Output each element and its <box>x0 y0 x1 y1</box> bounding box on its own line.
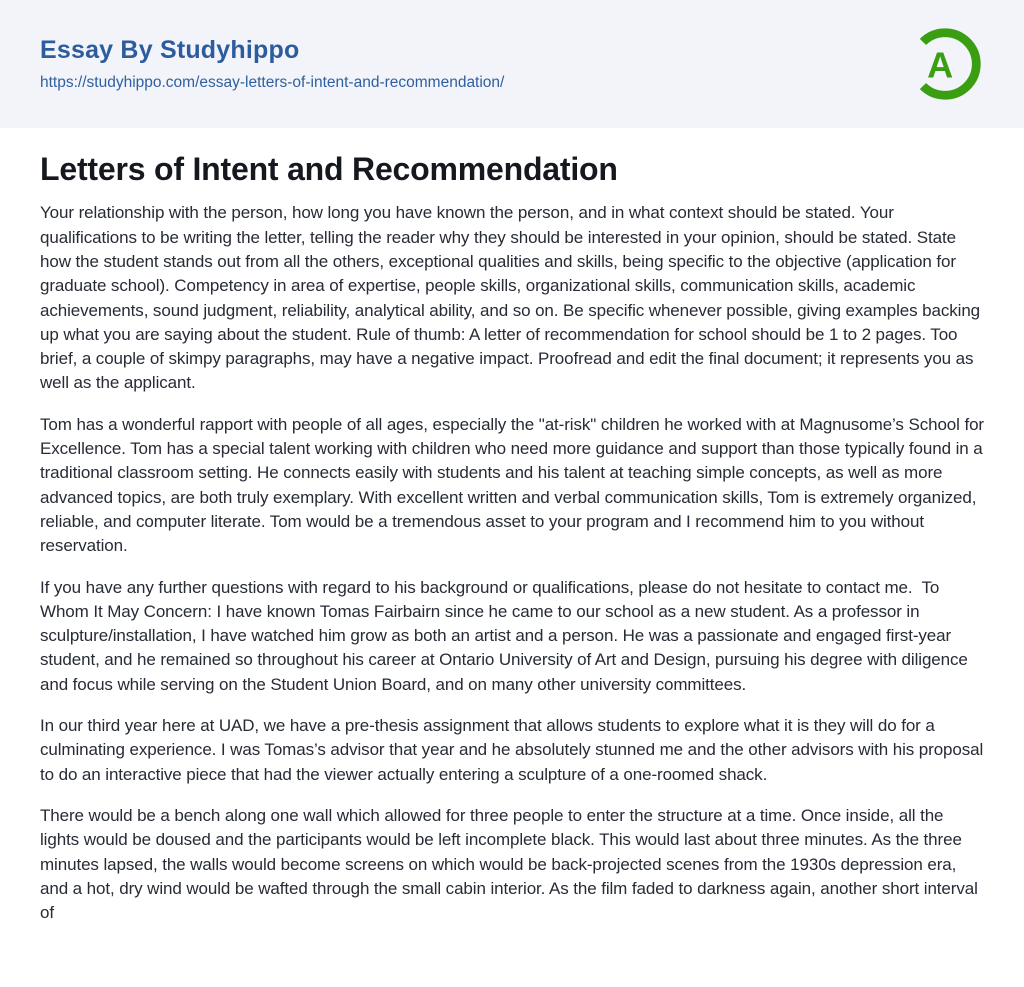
logo-letter: A <box>927 44 954 86</box>
header-text-block <box>40 37 504 92</box>
paragraph-1: Your relationship with the person, how long you have known the person, and in what context should be stated. Your qualifications to be writing the letter, telling the reader why they should be interested in your opinion, should be stated. State how the student stands out from all the others, exceptional qualities and skills, being specific to the objective (application for graduate school). Competency in area of expertise, people skills, organizational skills, communication skills, academic achievements, sound judgment, reliability, analytical ability, and so on. Be specific whenever possible, giving examples backing up what you are saying about the student. Rule of thumb: A letter of recommendation for school should be 1 to 2 pages. Too brief, a couple of skimpy paragraphs, may have a negative impact. Proofread and edit the final document; it represents you as well as the applicant. <box>40 203 985 393</box>
site-title: Essay By Studyhippo <box>40 35 300 64</box>
page-url-link[interactable]: https://studyhippo.com/essay-letters-of-intent-and-recommendation/ <box>40 74 505 92</box>
studyhippo-logo-icon <box>904 23 986 105</box>
paragraph-4: In our third year here at UAD, we have a pre-thesis assignment that allows students to explore what it is they will do for a culminating experience. I was Tomas’s advisor that year and he absolutely stunned me and the other advisors with his proposal to do an interactive piece that had the viewer actually entering a sculpture of a one-roomed shack. <box>40 716 988 784</box>
article <box>0 128 1024 925</box>
header <box>0 0 1024 128</box>
paragraph-2: Tom has a wonderful rapport with people of all ages, especially the "at-risk" children he worked with at Magnusome’s School for Excellence. Tom has a special talent working with children who need more guidance and support than those typically found in a traditional classroom setting. He connects easily with students and his talent at teaching simple concepts, as well as more advanced topics, are both truly exemplary. With excellent written and verbal communication skills, Tom is extremely organized, reliable, and computer literate. Tom would be a tremendous asset to your program and I recommend him to you without reservation. <box>40 414 989 556</box>
paragraph-3: If you have any further questions with regard to his background or qualifications, please do not hesitate to contact me. To Whom It May Concern: I have known Tomas Fairbairn since he came to our school as a new student. As a professor in sculpture/installation, I have watched him grow as both an artist and a person. He was a passionate and engaged first-year student, and he remained so throughout his career at Ontario University of Art and Design, pursuing his degree with diligence and focus while serving on the Student Union Board, and on many other university committees. <box>40 577 973 694</box>
article-title: Letters of Intent and Recommendation <box>40 151 618 187</box>
paragraph-5: There would be a bench along one wall which allowed for three people to enter the structure at a time. Once inside, all the lights would be doused and the participants would be left incomplete black. This would last about three minutes. As the three minutes lapsed, the walls would become screens on which would be back-projected scenes from the 1930s depression era, and a hot, dry wind would be wafted through the small cabin interior. As the film faded to darkness again, another short interval of <box>40 805 983 923</box>
